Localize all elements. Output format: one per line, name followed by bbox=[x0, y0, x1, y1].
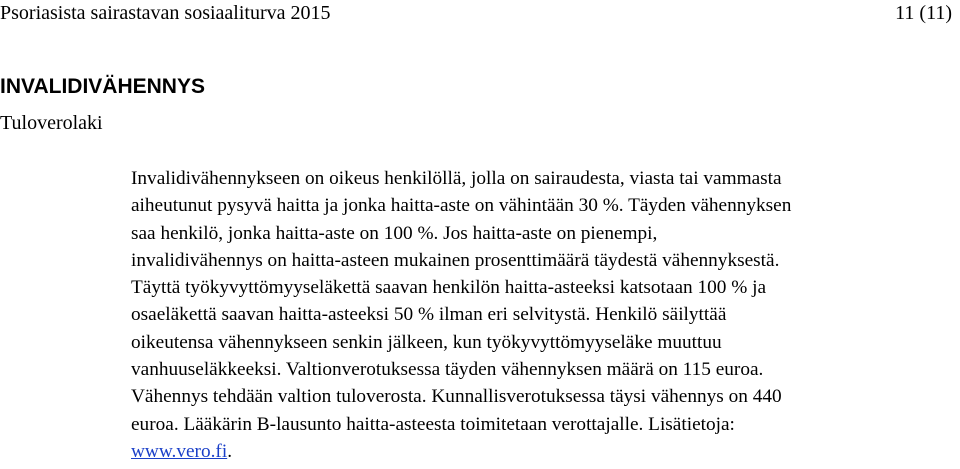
body-line: vanhuuseläkkeeksi. Valtionverotuksessa täyden vähennyksen määrä on 115 euroa. bbox=[131, 359, 764, 381]
section-subheading: Tuloverolaki bbox=[0, 112, 103, 134]
body-line: invalidivähennys on haitta-asteen mukainen prosenttimäärä täydestä vähennyksestä. bbox=[131, 249, 780, 271]
body-paragraph bbox=[131, 165, 951, 465]
body-line: euroa. Lääkärin B-lausunto haitta-asteesta toimitetaan verottajalle. Lisätietoja: bbox=[131, 413, 735, 435]
page-header bbox=[0, 0, 960, 28]
body-line: Täyttä työkyvyttömyyseläkettä saavan henkilön haitta-asteeksi katsotaan 100 % ja bbox=[131, 277, 767, 299]
body-line-last bbox=[131, 438, 951, 465]
body-line: oikeutensa vähennykseen senkin jälkeen, kun työkyvyttömyyseläke muuttuu bbox=[131, 331, 722, 353]
sentence-period: . bbox=[227, 440, 233, 462]
body-line: Invalidivähennykseen on oikeus henkilöllä, jolla on sairaudesta, viasta tai vammasta bbox=[131, 168, 782, 189]
document-title: Psoriasista sairastavan sosiaaliturva 2015 bbox=[0, 2, 331, 24]
body-line: aiheutunut pysyvä haitta ja jonka haitta-aste on vähintään 30 %. Täyden vähennyksen bbox=[131, 195, 792, 217]
body-line: Vähennys tehdään valtion tuloverosta. Kunnallisverotuksessa täysi vähennys on 440 bbox=[131, 386, 782, 408]
vero-link[interactable]: www.vero.fi bbox=[131, 440, 228, 462]
body-line: osaeläkettä saavan haitta-asteeksi 50 % ilman eri selvitystä. Henkilö säilyttää bbox=[131, 304, 727, 326]
body-line: saa henkilö, jonka haitta-aste on 100 %. Jos haitta-aste on pienempi, bbox=[131, 222, 658, 244]
page-number: 11 (11) bbox=[895, 2, 952, 24]
section-heading: INVALIDIVÄHENNYS bbox=[0, 75, 205, 98]
